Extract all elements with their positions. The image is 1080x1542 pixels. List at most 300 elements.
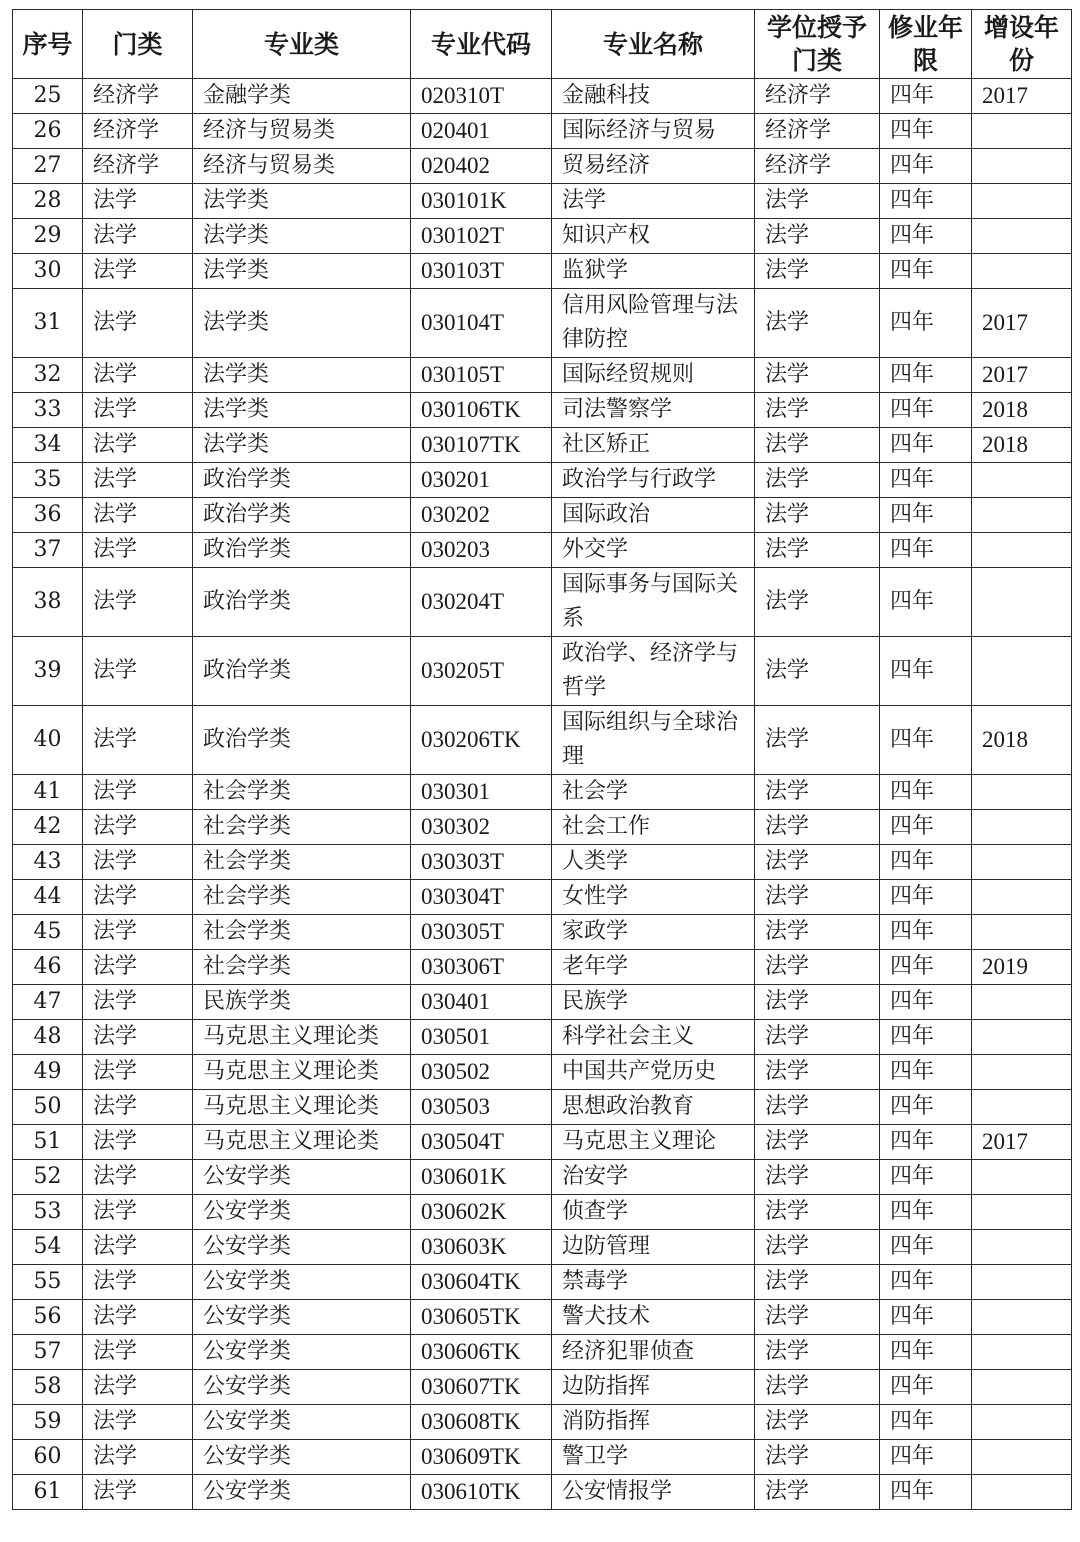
cell-no: 61 <box>13 1475 83 1510</box>
cell-degree: 法学 <box>755 1055 880 1090</box>
cell-category: 法学 <box>83 1405 193 1440</box>
table-row <box>13 1370 1072 1405</box>
cell-years: 四年 <box>880 358 972 393</box>
cell-class: 法学类 <box>193 289 411 358</box>
cell-degree: 法学 <box>755 1090 880 1125</box>
cell-class: 法学类 <box>193 393 411 428</box>
cell-years: 四年 <box>880 915 972 950</box>
cell-category: 法学 <box>83 1475 193 1510</box>
cell-no: 37 <box>13 533 83 568</box>
cell-added <box>972 915 1072 950</box>
cell-category: 法学 <box>83 254 193 289</box>
cell-name: 治安学 <box>552 1160 755 1195</box>
table-row <box>13 1300 1072 1335</box>
cell-class: 法学类 <box>193 428 411 463</box>
cell-added <box>972 1230 1072 1265</box>
cell-years: 四年 <box>880 254 972 289</box>
cell-name: 知识产权 <box>552 219 755 254</box>
cell-degree: 法学 <box>755 358 880 393</box>
cell-degree: 法学 <box>755 845 880 880</box>
cell-name: 公安情报学 <box>552 1475 755 1510</box>
cell-years: 四年 <box>880 1405 972 1440</box>
cell-category: 法学 <box>83 358 193 393</box>
cell-added <box>972 637 1072 706</box>
cell-category: 经济学 <box>83 79 193 114</box>
cell-category: 法学 <box>83 810 193 845</box>
cell-added <box>972 219 1072 254</box>
cell-no: 25 <box>13 79 83 114</box>
cell-degree: 法学 <box>755 1020 880 1055</box>
cell-name: 国际经贸规则 <box>552 358 755 393</box>
cell-no: 44 <box>13 880 83 915</box>
cell-name: 法学 <box>552 184 755 219</box>
table-row <box>13 1405 1072 1440</box>
cell-class: 马克思主义理论类 <box>193 1090 411 1125</box>
table-row <box>13 706 1072 775</box>
cell-class: 公安学类 <box>193 1160 411 1195</box>
cell-no: 40 <box>13 706 83 775</box>
cell-category: 法学 <box>83 219 193 254</box>
table-row <box>13 1440 1072 1475</box>
table-row <box>13 184 1072 219</box>
cell-years: 四年 <box>880 463 972 498</box>
cell-degree: 法学 <box>755 706 880 775</box>
cell-degree: 法学 <box>755 1265 880 1300</box>
cell-no: 54 <box>13 1230 83 1265</box>
cell-class: 公安学类 <box>193 1475 411 1510</box>
cell-code: 030103T <box>411 254 552 289</box>
cell-category: 经济学 <box>83 149 193 184</box>
cell-code: 020310T <box>411 79 552 114</box>
cell-category: 法学 <box>83 915 193 950</box>
cell-class: 法学类 <box>193 184 411 219</box>
cell-category: 法学 <box>83 950 193 985</box>
cell-class: 公安学类 <box>193 1335 411 1370</box>
cell-added: 2017 <box>972 79 1072 114</box>
table-row <box>13 533 1072 568</box>
cell-no: 55 <box>13 1265 83 1300</box>
cell-class: 公安学类 <box>193 1265 411 1300</box>
table-row <box>13 289 1072 358</box>
cell-years: 四年 <box>880 810 972 845</box>
cell-class: 公安学类 <box>193 1405 411 1440</box>
cell-code: 030106TK <box>411 393 552 428</box>
cell-no: 59 <box>13 1405 83 1440</box>
cell-category: 法学 <box>83 1020 193 1055</box>
cell-years: 四年 <box>880 1230 972 1265</box>
cell-class: 经济与贸易类 <box>193 149 411 184</box>
cell-degree: 法学 <box>755 1405 880 1440</box>
cell-class: 政治学类 <box>193 498 411 533</box>
cell-added <box>972 1195 1072 1230</box>
cell-name: 老年学 <box>552 950 755 985</box>
cell-no: 52 <box>13 1160 83 1195</box>
cell-class: 法学类 <box>193 358 411 393</box>
cell-years: 四年 <box>880 950 972 985</box>
cell-degree: 法学 <box>755 1160 880 1195</box>
cell-added <box>972 149 1072 184</box>
cell-degree: 法学 <box>755 1370 880 1405</box>
cell-name: 边防指挥 <box>552 1370 755 1405</box>
cell-no: 51 <box>13 1125 83 1160</box>
cell-class: 法学类 <box>193 219 411 254</box>
cell-code: 030503 <box>411 1090 552 1125</box>
table-row <box>13 845 1072 880</box>
cell-no: 28 <box>13 184 83 219</box>
cell-name: 金融科技 <box>552 79 755 114</box>
cell-degree: 法学 <box>755 1335 880 1370</box>
table-row <box>13 1020 1072 1055</box>
cell-added: 2018 <box>972 393 1072 428</box>
cell-degree: 法学 <box>755 219 880 254</box>
cell-years: 四年 <box>880 1440 972 1475</box>
cell-added <box>972 114 1072 149</box>
cell-added <box>972 810 1072 845</box>
header-degree: 学位授予门类 <box>755 10 880 79</box>
cell-degree: 法学 <box>755 985 880 1020</box>
cell-name: 人类学 <box>552 845 755 880</box>
cell-category: 法学 <box>83 393 193 428</box>
cell-no: 42 <box>13 810 83 845</box>
cell-name: 民族学 <box>552 985 755 1020</box>
cell-name: 监狱学 <box>552 254 755 289</box>
cell-category: 法学 <box>83 1230 193 1265</box>
cell-name: 社会学 <box>552 775 755 810</box>
cell-code: 030601K <box>411 1160 552 1195</box>
cell-class: 社会学类 <box>193 880 411 915</box>
table-row <box>13 219 1072 254</box>
cell-degree: 法学 <box>755 1475 880 1510</box>
cell-degree: 法学 <box>755 254 880 289</box>
cell-name: 科学社会主义 <box>552 1020 755 1055</box>
cell-added <box>972 985 1072 1020</box>
cell-years: 四年 <box>880 985 972 1020</box>
cell-added: 2017 <box>972 1125 1072 1160</box>
cell-degree: 法学 <box>755 1195 880 1230</box>
cell-code: 030607TK <box>411 1370 552 1405</box>
cell-name: 侦查学 <box>552 1195 755 1230</box>
cell-class: 政治学类 <box>193 533 411 568</box>
cell-no: 36 <box>13 498 83 533</box>
cell-class: 民族学类 <box>193 985 411 1020</box>
table-row <box>13 1090 1072 1125</box>
cell-category: 法学 <box>83 1195 193 1230</box>
cell-years: 四年 <box>880 1020 972 1055</box>
cell-category: 法学 <box>83 1265 193 1300</box>
cell-code: 030501 <box>411 1020 552 1055</box>
cell-added: 2017 <box>972 358 1072 393</box>
table-row <box>13 1125 1072 1160</box>
cell-added <box>972 880 1072 915</box>
cell-code: 030305T <box>411 915 552 950</box>
cell-category: 法学 <box>83 1090 193 1125</box>
cell-no: 26 <box>13 114 83 149</box>
cell-added <box>972 845 1072 880</box>
cell-years: 四年 <box>880 568 972 637</box>
cell-years: 四年 <box>880 1125 972 1160</box>
cell-added <box>972 254 1072 289</box>
cell-code: 030301 <box>411 775 552 810</box>
header-code: 专业代码 <box>411 10 552 79</box>
cell-degree: 法学 <box>755 568 880 637</box>
table-row <box>13 393 1072 428</box>
cell-degree: 经济学 <box>755 149 880 184</box>
cell-degree: 法学 <box>755 393 880 428</box>
table-row <box>13 1055 1072 1090</box>
cell-no: 27 <box>13 149 83 184</box>
table-row <box>13 810 1072 845</box>
cell-degree: 法学 <box>755 289 880 358</box>
cell-years: 四年 <box>880 149 972 184</box>
cell-name: 外交学 <box>552 533 755 568</box>
cell-no: 32 <box>13 358 83 393</box>
cell-name: 警犬技术 <box>552 1300 755 1335</box>
cell-code: 030105T <box>411 358 552 393</box>
cell-years: 四年 <box>880 114 972 149</box>
cell-added <box>972 1090 1072 1125</box>
table-row <box>13 880 1072 915</box>
cell-code: 020401 <box>411 114 552 149</box>
cell-degree: 法学 <box>755 880 880 915</box>
cell-code: 030203 <box>411 533 552 568</box>
cell-name: 女性学 <box>552 880 755 915</box>
cell-code: 030303T <box>411 845 552 880</box>
cell-code: 030202 <box>411 498 552 533</box>
cell-name: 国际事务与国际关系 <box>552 568 755 637</box>
cell-class: 社会学类 <box>193 775 411 810</box>
cell-class: 马克思主义理论类 <box>193 1125 411 1160</box>
cell-years: 四年 <box>880 1090 972 1125</box>
cell-name: 政治学、经济学与哲学 <box>552 637 755 706</box>
cell-class: 马克思主义理论类 <box>193 1055 411 1090</box>
table-row <box>13 114 1072 149</box>
cell-category: 法学 <box>83 706 193 775</box>
cell-years: 四年 <box>880 1265 972 1300</box>
cell-no: 41 <box>13 775 83 810</box>
table-row <box>13 1230 1072 1265</box>
cell-name: 社区矫正 <box>552 428 755 463</box>
cell-name: 警卫学 <box>552 1440 755 1475</box>
table-row <box>13 950 1072 985</box>
cell-years: 四年 <box>880 1195 972 1230</box>
cell-added <box>972 533 1072 568</box>
cell-name: 家政学 <box>552 915 755 950</box>
cell-added <box>972 184 1072 219</box>
cell-code: 030104T <box>411 289 552 358</box>
cell-added <box>972 1160 1072 1195</box>
cell-category: 法学 <box>83 428 193 463</box>
table-row <box>13 254 1072 289</box>
cell-no: 58 <box>13 1370 83 1405</box>
cell-category: 法学 <box>83 1335 193 1370</box>
cell-years: 四年 <box>880 498 972 533</box>
cell-degree: 法学 <box>755 810 880 845</box>
cell-degree: 法学 <box>755 463 880 498</box>
cell-years: 四年 <box>880 184 972 219</box>
cell-class: 经济与贸易类 <box>193 114 411 149</box>
cell-degree: 法学 <box>755 1300 880 1335</box>
cell-years: 四年 <box>880 393 972 428</box>
cell-added <box>972 1370 1072 1405</box>
cell-class: 公安学类 <box>193 1440 411 1475</box>
cell-code: 030107TK <box>411 428 552 463</box>
header-class: 专业类 <box>193 10 411 79</box>
cell-code: 030302 <box>411 810 552 845</box>
cell-years: 四年 <box>880 1475 972 1510</box>
cell-class: 马克思主义理论类 <box>193 1020 411 1055</box>
table-row <box>13 775 1072 810</box>
cell-added <box>972 463 1072 498</box>
cell-category: 法学 <box>83 184 193 219</box>
cell-code: 030605TK <box>411 1300 552 1335</box>
cell-added <box>972 1405 1072 1440</box>
cell-code: 030401 <box>411 985 552 1020</box>
cell-no: 34 <box>13 428 83 463</box>
cell-years: 四年 <box>880 1335 972 1370</box>
table-row <box>13 1475 1072 1510</box>
table-row <box>13 498 1072 533</box>
cell-class: 金融学类 <box>193 79 411 114</box>
cell-code: 030504T <box>411 1125 552 1160</box>
cell-added <box>972 775 1072 810</box>
cell-degree: 法学 <box>755 1125 880 1160</box>
cell-category: 法学 <box>83 775 193 810</box>
cell-name: 政治学与行政学 <box>552 463 755 498</box>
cell-name: 禁毒学 <box>552 1265 755 1300</box>
cell-category: 法学 <box>83 637 193 706</box>
cell-code: 030609TK <box>411 1440 552 1475</box>
cell-no: 31 <box>13 289 83 358</box>
cell-code: 030201 <box>411 463 552 498</box>
table-row <box>13 358 1072 393</box>
cell-no: 53 <box>13 1195 83 1230</box>
cell-years: 四年 <box>880 289 972 358</box>
cell-added: 2017 <box>972 289 1072 358</box>
cell-degree: 法学 <box>755 775 880 810</box>
table-row <box>13 79 1072 114</box>
cell-added <box>972 498 1072 533</box>
cell-name: 马克思主义理论 <box>552 1125 755 1160</box>
table-row <box>13 637 1072 706</box>
cell-class: 公安学类 <box>193 1370 411 1405</box>
cell-code: 030604TK <box>411 1265 552 1300</box>
cell-no: 30 <box>13 254 83 289</box>
cell-code: 030306T <box>411 950 552 985</box>
cell-degree: 法学 <box>755 1230 880 1265</box>
header-category: 门类 <box>83 10 193 79</box>
cell-code: 030101K <box>411 184 552 219</box>
cell-class: 法学类 <box>193 254 411 289</box>
table-row <box>13 568 1072 637</box>
cell-category: 法学 <box>83 533 193 568</box>
cell-years: 四年 <box>880 1370 972 1405</box>
cell-category: 法学 <box>83 1055 193 1090</box>
cell-degree: 法学 <box>755 1440 880 1475</box>
cell-class: 社会学类 <box>193 915 411 950</box>
cell-degree: 经济学 <box>755 79 880 114</box>
cell-no: 39 <box>13 637 83 706</box>
cell-name: 消防指挥 <box>552 1405 755 1440</box>
cell-added: 2019 <box>972 950 1072 985</box>
cell-degree: 法学 <box>755 498 880 533</box>
cell-category: 法学 <box>83 985 193 1020</box>
cell-no: 35 <box>13 463 83 498</box>
majors-table <box>12 9 1072 1510</box>
cell-code: 030205T <box>411 637 552 706</box>
cell-years: 四年 <box>880 79 972 114</box>
cell-degree: 法学 <box>755 533 880 568</box>
cell-code: 030102T <box>411 219 552 254</box>
cell-years: 四年 <box>880 775 972 810</box>
header-added: 增设年份 <box>972 10 1072 79</box>
cell-added <box>972 1055 1072 1090</box>
cell-no: 38 <box>13 568 83 637</box>
cell-class: 社会学类 <box>193 950 411 985</box>
cell-years: 四年 <box>880 428 972 463</box>
cell-name: 国际经济与贸易 <box>552 114 755 149</box>
cell-code: 030502 <box>411 1055 552 1090</box>
cell-no: 60 <box>13 1440 83 1475</box>
cell-name: 司法警察学 <box>552 393 755 428</box>
cell-name: 贸易经济 <box>552 149 755 184</box>
cell-added <box>972 1020 1072 1055</box>
cell-category: 法学 <box>83 1370 193 1405</box>
cell-name: 国际组织与全球治理 <box>552 706 755 775</box>
table-row <box>13 1335 1072 1370</box>
cell-degree: 法学 <box>755 184 880 219</box>
cell-name: 思想政治教育 <box>552 1090 755 1125</box>
cell-name: 国际政治 <box>552 498 755 533</box>
table-row <box>13 1195 1072 1230</box>
table-row <box>13 985 1072 1020</box>
cell-added: 2018 <box>972 706 1072 775</box>
cell-years: 四年 <box>880 219 972 254</box>
cell-category: 法学 <box>83 1300 193 1335</box>
cell-no: 43 <box>13 845 83 880</box>
cell-code: 030304T <box>411 880 552 915</box>
cell-no: 45 <box>13 915 83 950</box>
cell-no: 57 <box>13 1335 83 1370</box>
cell-name: 边防管理 <box>552 1230 755 1265</box>
cell-category: 法学 <box>83 568 193 637</box>
table-body <box>13 79 1072 1510</box>
header-row <box>13 10 1072 79</box>
cell-name: 中国共产党历史 <box>552 1055 755 1090</box>
cell-degree: 法学 <box>755 915 880 950</box>
cell-class: 社会学类 <box>193 810 411 845</box>
cell-category: 法学 <box>83 845 193 880</box>
cell-code: 020402 <box>411 149 552 184</box>
cell-years: 四年 <box>880 845 972 880</box>
cell-no: 48 <box>13 1020 83 1055</box>
cell-years: 四年 <box>880 637 972 706</box>
cell-name: 信用风险管理与法律防控 <box>552 289 755 358</box>
cell-no: 50 <box>13 1090 83 1125</box>
header-name: 专业名称 <box>552 10 755 79</box>
cell-years: 四年 <box>880 706 972 775</box>
cell-category: 法学 <box>83 463 193 498</box>
cell-code: 030206TK <box>411 706 552 775</box>
table-row <box>13 149 1072 184</box>
cell-code: 030608TK <box>411 1405 552 1440</box>
cell-category: 法学 <box>83 880 193 915</box>
cell-code: 030603K <box>411 1230 552 1265</box>
table-row <box>13 428 1072 463</box>
cell-category: 法学 <box>83 1440 193 1475</box>
cell-category: 法学 <box>83 289 193 358</box>
cell-class: 政治学类 <box>193 637 411 706</box>
cell-no: 29 <box>13 219 83 254</box>
